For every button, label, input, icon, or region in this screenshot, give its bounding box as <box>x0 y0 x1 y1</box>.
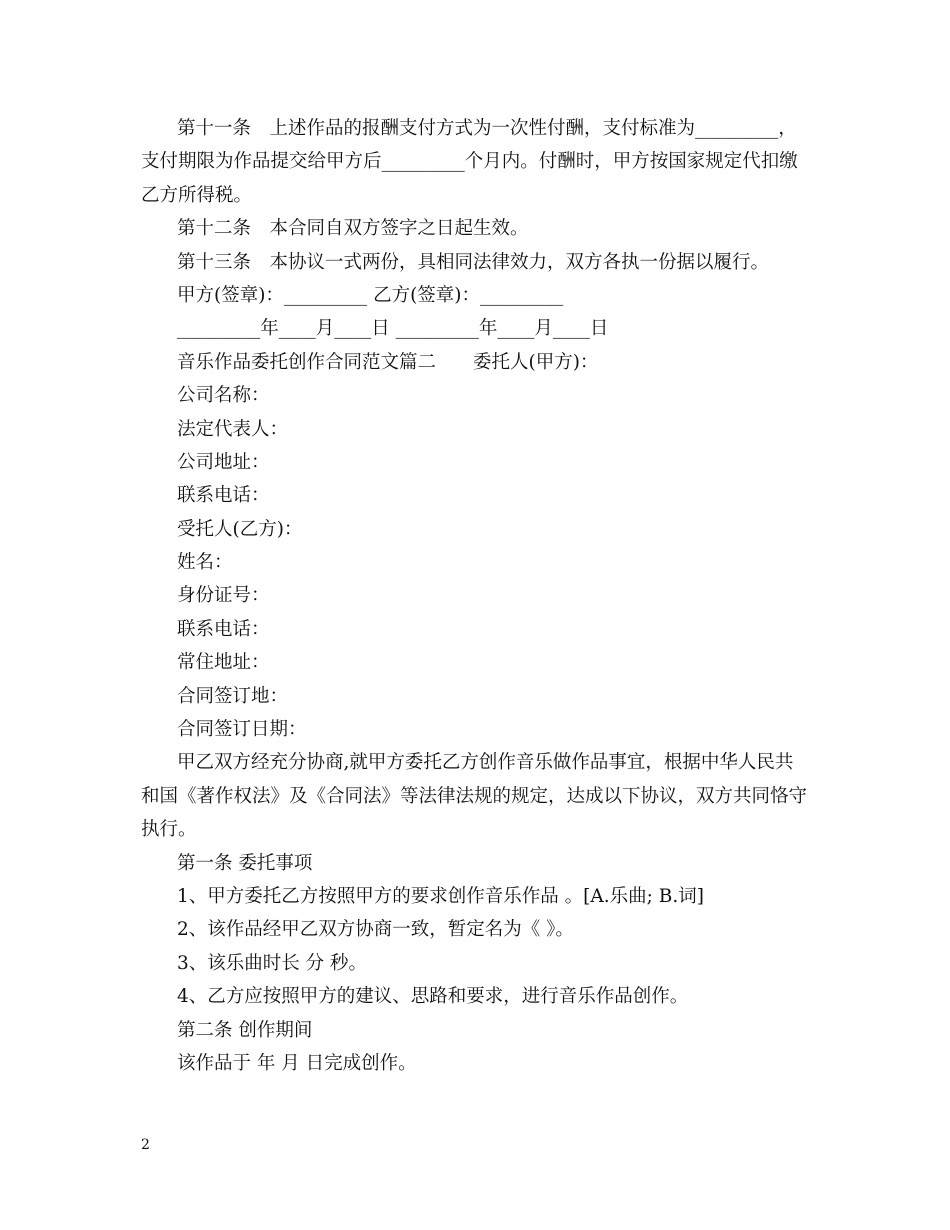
text-line: 4、乙方应按照甲方的建议、思路和要求，进行音乐作品创作。 <box>177 986 689 1008</box>
text-line: 姓名： <box>177 552 233 574</box>
text-line: 常住地址： <box>177 652 270 674</box>
text-line: 公司地址： <box>177 451 270 473</box>
text-line: 联系电话： <box>177 485 270 507</box>
document-body <box>141 112 813 1080</box>
text-line: 甲乙双方经充分协商,就甲方委托乙方创作音乐做作品事宜，根据中华人民共 <box>177 752 794 774</box>
text-line: 联系电话： <box>177 618 270 640</box>
text-line: 第二条 创作期间 <box>177 1019 313 1041</box>
text-line: 第十一条 上述作品的报酬支付方式为一次性付酬，支付标准为_________， <box>177 118 797 139</box>
text-line: 执行。 <box>141 819 197 841</box>
text-line: 身份证号： <box>177 585 270 607</box>
text-line: 和国《著作权法》及《合同法》等法律法规的规定，达成以下协议，双方共同恪守 <box>141 785 808 807</box>
text-line: 支付期限为作品提交给甲方后_________个月内。付酬时，甲方按国家规定代扣缴 <box>141 151 798 173</box>
text-line: 第一条 委托事项 <box>177 852 313 874</box>
text-line: 受托人(乙方)： <box>177 518 303 540</box>
text-line: 第十二条 本合同自双方签字之日起生效。 <box>177 218 529 240</box>
text-line: 1、甲方委托乙方按照甲方的要求创作音乐作品 。[A.乐曲; B.词] <box>177 885 704 907</box>
page-number: 2 <box>141 1137 150 1153</box>
text-line: 2、该作品经甲乙双方协商一致，暂定名为《 》。 <box>177 919 574 941</box>
text-line: _________年____月____日 _________年____月____日 <box>177 318 609 340</box>
text-line: 音乐作品委托创作合同范文篇二 委托人(甲方)： <box>177 351 599 373</box>
text-line: 公司名称： <box>177 385 270 407</box>
text-line: 乙方所得税。 <box>141 184 253 206</box>
text-line: 该作品于 年 月 日完成创作。 <box>177 1052 417 1074</box>
text-line: 法定代表人： <box>177 418 289 440</box>
text-line: 甲方(签章)：_________ 乙方(签章)：_________ <box>177 284 564 306</box>
text-line: 合同签订地： <box>177 685 289 707</box>
text-line: 3、该乐曲时长 分 秒。 <box>177 952 368 974</box>
text-line: 第十三条 本协议一式两份，具相同法律效力，双方各执一份据以履行。 <box>177 251 770 273</box>
text-line: 合同签订日期： <box>177 719 307 741</box>
